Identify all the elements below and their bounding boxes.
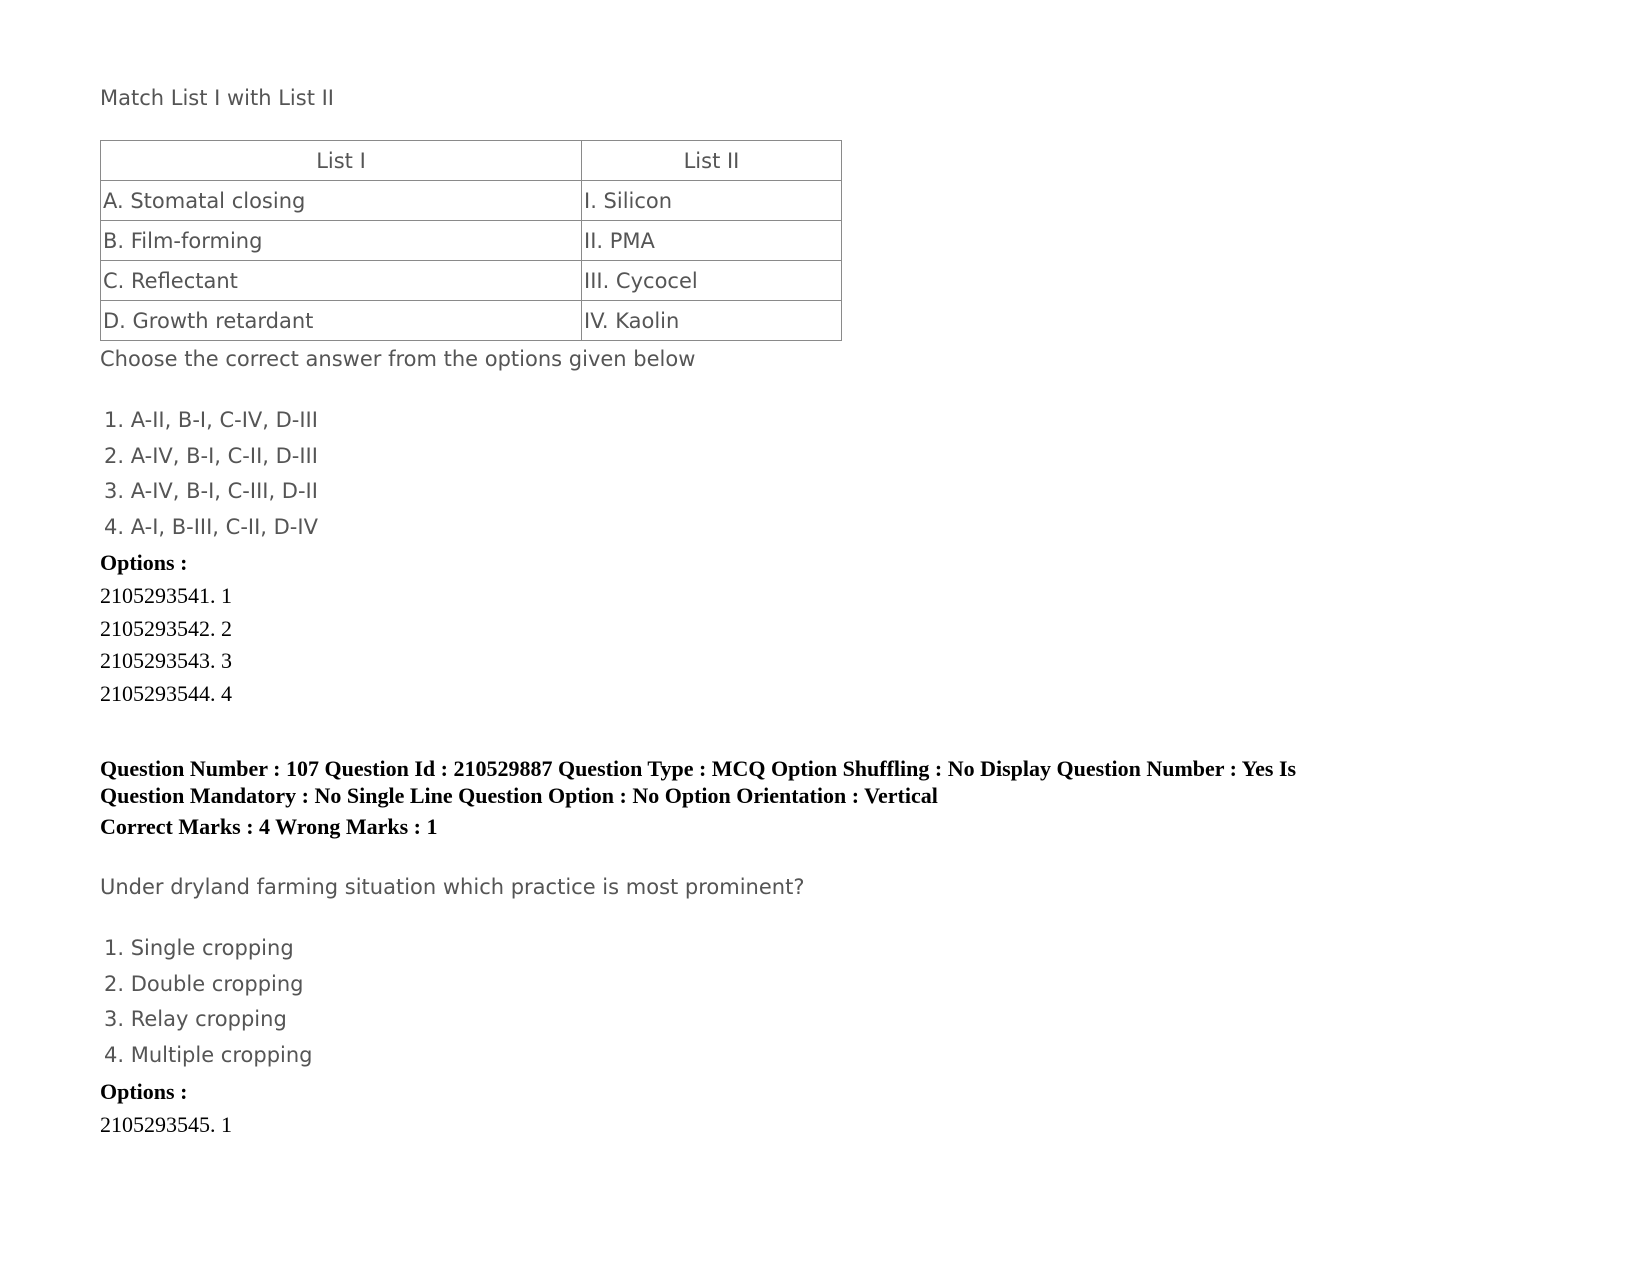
question-marks: Correct Marks : 4 Wrong Marks : 1: [100, 814, 438, 839]
table-cell-list-2: II. PMA: [582, 221, 842, 261]
option-id: 2105293543. 3: [100, 648, 232, 673]
table-header-list-1: List I: [101, 141, 582, 181]
table-cell-list-2: I. Silicon: [582, 181, 842, 221]
answer-choice: 3. Relay cropping: [104, 1007, 287, 1031]
table-cell-list-1: D. Growth retardant: [101, 301, 582, 341]
option-id: 2105293544. 4: [100, 680, 232, 706]
table-row: [101, 261, 842, 301]
answer-choice: 4. A-I, B-III, C-II, D-IV: [104, 514, 318, 539]
options-heading: Options :: [100, 1079, 188, 1104]
answer-choice: 2. Double cropping: [104, 971, 304, 996]
table-cell-list-2: III. Cycocel: [582, 261, 842, 301]
question-prompt: Under dryland farming situation which practice is most prominent?: [100, 875, 805, 899]
question-prompt: Match List I with List II: [100, 86, 335, 110]
options-heading: Options :: [100, 550, 188, 575]
option-id-list: [100, 1109, 232, 1142]
option-id: 2105293542. 2: [100, 615, 232, 641]
table-row: [101, 181, 842, 221]
question-metadata-line: Question Mandatory : No Single Line Question Option : No Option Orientation : Vertical: [100, 782, 938, 808]
question-metadata-line: Question Number : 107 Question Id : 210529887 Question Type : MCQ Option Shuffling : No Display Question Number : Yes Is: [100, 756, 1297, 781]
table-header-list-2: List II: [582, 141, 842, 181]
table-cell-list-1: A. Stomatal closing: [101, 181, 582, 221]
table-cell-list-1: C. Reflectant: [101, 261, 582, 301]
option-id: 2105293541. 1: [100, 583, 232, 608]
option-id-list: [100, 580, 232, 710]
answer-choice: 2. A-IV, B-I, C-II, D-III: [104, 443, 318, 468]
answer-choice-list: [104, 931, 313, 1073]
answer-choice: 4. Multiple cropping: [104, 1042, 313, 1067]
table-cell-list-2: IV. Kaolin: [582, 301, 842, 341]
answer-choice: 1. A-II, B-I, C-IV, D-III: [104, 408, 318, 432]
question-metadata: [100, 756, 1430, 809]
match-table: [100, 140, 842, 341]
question-instruction: Choose the correct answer from the options given below: [100, 347, 696, 371]
table-row: [101, 221, 842, 261]
table-header-row: [101, 141, 842, 181]
table-row: [101, 301, 842, 341]
option-id: 2105293545. 1: [100, 1112, 232, 1137]
answer-choice: 1. Single cropping: [104, 936, 294, 960]
answer-choice-list: [104, 403, 318, 545]
table-cell-list-1: B. Film-forming: [101, 221, 582, 261]
answer-choice: 3. A-IV, B-I, C-III, D-II: [104, 479, 318, 503]
